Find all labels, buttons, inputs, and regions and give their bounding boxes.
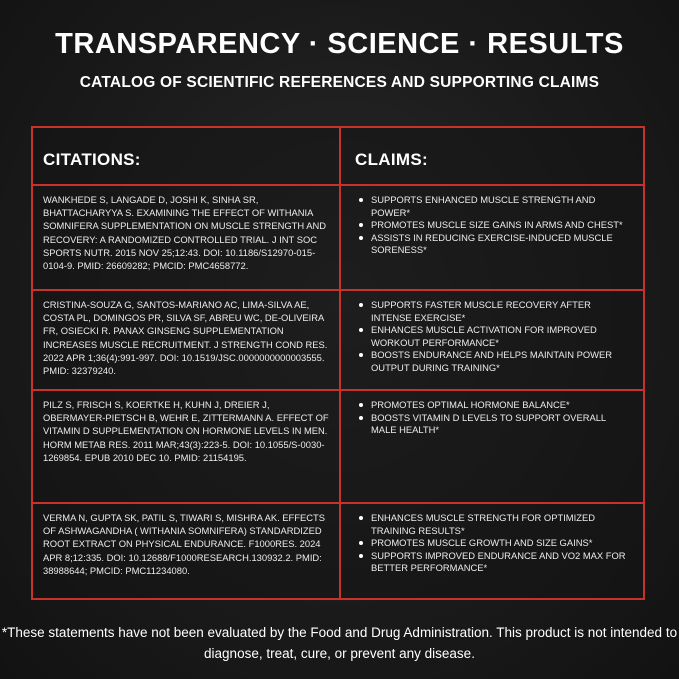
table-row [33, 289, 643, 389]
table-row [33, 389, 643, 502]
claims-list [355, 291, 633, 375]
claim-item: BOOSTS ENDURANCE AND HELPS MAINTAIN POWER OUTPUT DURING TRAINING* [355, 349, 633, 374]
citation-cell [33, 291, 341, 389]
fda-disclaimer: *These statements have not been evaluated by the Food and Drug Administration. This product is not intended to diagnose, treat, cure, or prevent any disease. [1, 625, 678, 661]
citations-header: CITATIONS: [43, 150, 141, 169]
claims-cell [341, 391, 643, 502]
claim-item: PROMOTES MUSCLE GROWTH AND SIZE GAINS* [355, 537, 633, 550]
claim-item: ENHANCES MUSCLE STRENGTH FOR OPTIMIZED TRAINING RESULTS* [355, 512, 633, 537]
citations-header-cell [33, 128, 341, 184]
claim-item: BOOSTS VITAMIN D LEVELS TO SUPPORT OVERALL MALE HEALTH* [355, 412, 633, 437]
page-subtitle: CATALOG OF SCIENTIFIC REFERENCES AND SUPPORTING CLAIMS [79, 74, 600, 91]
citation-text: PILZ S, FRISCH S, KOERTKE H, KUHN J, DREIER J, OBERMAYER-PIETSCH B, WEHR E, ZITTERMANN A. EFFECT OF VITAMIN D SUPPLEMENTATION ON HORMONE LEVELS IN MEN. HORM METAB RES. 2011 MAR;43(3):223-5. DOI: 10.1055/S-0030-1269854. EPUB 2010 DEC 10. PMID: 21154195. [43, 399, 329, 463]
claims-cell [341, 186, 643, 289]
citation-text: CRISTINA-SOUZA G, SANTOS-MARIANO AC, LIMA-SILVA AE, COSTA PL, DOMINGOS PR, SILVA SF, ABREU WC, DE-OLIVEIRA FR, OSIECKI R. PANAX GINSENG SUPPLEMENTATION INCREASES MUSCLE RECRUITMENT. J STRENGTH COND RES. 2022 APR 1;36(4):991-997. DOI: 10.1519/JSC.0000000000003555. PMID: 32379240. [43, 299, 328, 377]
page-title: TRANSPARENCY · SCIENCE · RESULTS [55, 28, 624, 60]
citation-text: VERMA N, GUPTA SK, PATIL S, TIWARI S, MISHRA AK. EFFECTS OF ASHWAGANDHA ( WITHANIA SOMNIFERA) STANDARDIZED ROOT EXTRACT ON PHYSICAL ENDURANCE. F1000RES. 2024 APR 8;12:335. DOI: 10.12688/F1000RESEARCH.130932.2. PMID: 38988644; PMCID: PMC11234080. [43, 512, 325, 576]
claim-item: SUPPORTS FASTER MUSCLE RECOVERY AFTER INTENSE EXERCISE* [355, 299, 633, 324]
claims-cell [341, 291, 643, 389]
claim-item: PROMOTES OPTIMAL HORMONE BALANCE* [355, 399, 633, 412]
claims-list [355, 391, 633, 437]
table-row [33, 184, 643, 289]
citation-text: WANKHEDE S, LANGADE D, JOSHI K, SINHA SR, BHATTACHARYYA S. EXAMINING THE EFFECT OF WITHANIA SOMNIFERA SUPPLEMENTATION ON MUSCLE STRENGTH AND RECOVERY: A RANDOMIZED CONTROLLED TRIAL. J INT SOC SPORTS NUTR. 2015 NOV 25;12:43. DOI: 10.1186/S12970-015-0104-9. PMID: 26609282; PMCID: PMC4658772. [43, 194, 327, 272]
claim-item: SUPPORTS IMPROVED ENDURANCE AND VO2 MAX FOR BETTER PERFORMANCE* [355, 550, 633, 575]
claim-item: SUPPORTS ENHANCED MUSCLE STRENGTH AND POWER* [355, 194, 633, 219]
claim-item: PROMOTES MUSCLE SIZE GAINS IN ARMS AND CHEST* [355, 219, 633, 232]
citation-cell [33, 504, 341, 598]
claim-item: ASSISTS IN REDUCING EXERCISE-INDUCED MUSCLE SORENESS* [355, 232, 633, 257]
claims-header: CLAIMS: [355, 150, 428, 169]
claim-item: ENHANCES MUSCLE ACTIVATION FOR IMPROVED WORKOUT PERFORMANCE* [355, 324, 633, 349]
claims-cell [341, 504, 643, 598]
table-header-row [33, 128, 643, 184]
claims-list [355, 186, 633, 257]
citation-cell [33, 186, 341, 289]
references-table [31, 126, 645, 600]
claims-list [355, 504, 633, 575]
claims-header-cell [341, 128, 643, 184]
citation-cell [33, 391, 341, 502]
table-row [33, 502, 643, 598]
